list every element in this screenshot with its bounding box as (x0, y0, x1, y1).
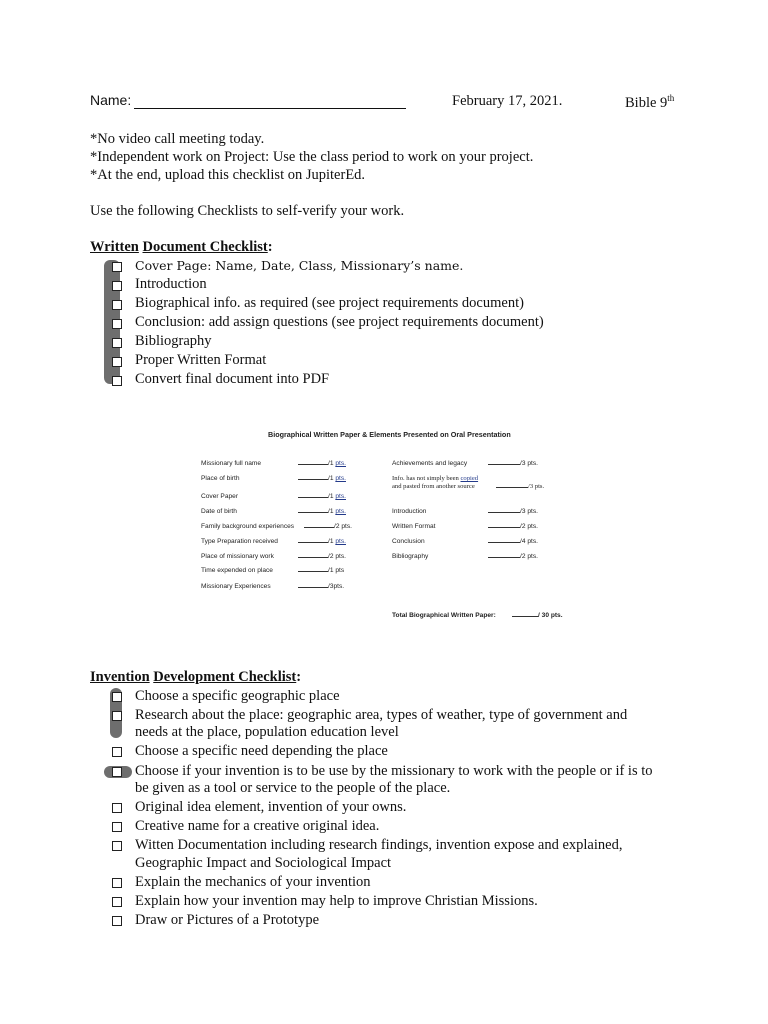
list-item: Biographical info. as required (see project requirements document) (135, 295, 524, 311)
checkbox[interactable] (112, 281, 122, 291)
name-blank-line (134, 108, 406, 109)
name-label: Name: (90, 92, 132, 108)
checkbox[interactable] (112, 692, 122, 702)
rubric-score: /1 pts. (298, 475, 346, 482)
list-item: Proper Written Format (135, 352, 267, 368)
rubric-row: Missionary full name (201, 460, 262, 467)
rubric-row: Place of missionary work (201, 553, 274, 560)
checkbox[interactable] (112, 897, 122, 907)
rubric-score: /4 pts. (488, 538, 538, 545)
checkbox[interactable] (112, 262, 122, 272)
rubric-score: /2 pts. (304, 523, 352, 530)
note-3: *At the end, upload this checklist on JupiterEd. (90, 167, 366, 183)
checkbox[interactable] (112, 841, 122, 851)
rubric-row: and pasted from another source (392, 483, 475, 490)
rubric-score: /3pts. (298, 583, 344, 590)
rubric-score: /3 pts. (488, 460, 538, 467)
note-2: *Independent work on Project: Use the class period to work on your project. (90, 149, 534, 165)
list-item: be given as a tool or service to the people of the place. (135, 780, 451, 796)
rubric-row: Written Format (392, 523, 436, 530)
rubric-row: Missionary Experiences (201, 583, 271, 590)
date: February 17, 2021. (452, 93, 563, 109)
rubric-row: Introduction (392, 508, 427, 515)
rubric-row: Cover Paper (201, 493, 239, 500)
rubric-score: /1 pts. (298, 508, 346, 515)
list-item: Original idea element, invention of your owns. (135, 799, 407, 815)
checkbox[interactable] (112, 747, 122, 757)
list-item: Cover Page: Name, Date, Class, Missionary’s name. (135, 258, 464, 273)
list-item: Draw or Pictures of a Prototype (135, 912, 320, 928)
list-item: Choose if your invention is to be use by the missionary to work with the people or if is to (135, 763, 653, 779)
class-name: Bible 9th (625, 93, 675, 111)
rubric-row: Family background experiences (201, 523, 295, 530)
rubric-score: /2 pts. (488, 553, 538, 560)
list-item: Choose a specific geographic place (135, 688, 340, 704)
rubric-score: /1 pts. (298, 493, 346, 500)
rubric-row: Bibliography (392, 553, 429, 560)
list-item: needs at the place, population education level (135, 724, 399, 740)
checkbox[interactable] (112, 878, 122, 888)
rubric-total-label: Total Biographical Written Paper: (392, 612, 496, 619)
checkbox[interactable] (112, 767, 122, 777)
written-checklist-title: Written Document Checklist: (90, 239, 273, 255)
rubric-row: Place of birth (201, 475, 240, 482)
list-item: Conclusion: add assign questions (see project requirements document) (135, 314, 544, 330)
rubric-row: Date of birth (201, 508, 237, 515)
rubric-total: / 30 pts. (512, 612, 563, 619)
rubric-score: /2 pts. (298, 553, 346, 560)
checkbox[interactable] (112, 357, 122, 367)
rubric-score: /2 pts. (488, 523, 538, 530)
list-item: Bibliography (135, 333, 212, 349)
rubric-row: Type Preparation received (201, 538, 278, 545)
rubric-score: /3 pts. (496, 483, 544, 490)
rubric-score: /1 pts (298, 567, 344, 574)
checkbox[interactable] (112, 376, 122, 386)
list-item: Introduction (135, 276, 207, 292)
list-item: Creative name for a creative original idea. (135, 818, 380, 834)
checkbox[interactable] (112, 822, 122, 832)
list-item: Research about the place: geographic area, types of weather, type of government and (135, 707, 628, 723)
checkbox[interactable] (112, 338, 122, 348)
rubric-row: Info. has not simply been copied (392, 475, 479, 482)
rubric-score: /1 pts. (298, 460, 346, 467)
list-item: Convert final document into PDF (135, 371, 330, 387)
rubric-row: Achievements and legacy (392, 460, 468, 467)
checkbox[interactable] (112, 916, 122, 926)
checkbox[interactable] (112, 319, 122, 329)
rubric-score: /3 pts. (488, 508, 538, 515)
list-item: Geographic Impact and Sociological Impact (135, 855, 392, 871)
list-item: Choose a specific need depending the place (135, 743, 388, 759)
checkbox[interactable] (112, 300, 122, 310)
invention-checklist-title: Invention Development Checklist: (90, 669, 302, 685)
list-item: Witten Documentation including research findings, invention expose and explained, (135, 837, 623, 853)
rubric-title: Biographical Written Paper & Elements Presented on Oral Presentation (268, 430, 511, 439)
rubric-row: Time expended on place (201, 567, 273, 574)
list-item: Explain how your invention may help to improve Christian Missions. (135, 893, 538, 909)
note-1: *No video call meeting today. (90, 131, 265, 147)
instruction: Use the following Checklists to self-verify your work. (90, 203, 405, 219)
rubric-row: Conclusion (392, 538, 425, 545)
checkbox[interactable] (112, 803, 122, 813)
list-item: Explain the mechanics of your invention (135, 874, 371, 890)
rubric-score: /1 pts. (298, 538, 346, 545)
checkbox[interactable] (112, 711, 122, 721)
